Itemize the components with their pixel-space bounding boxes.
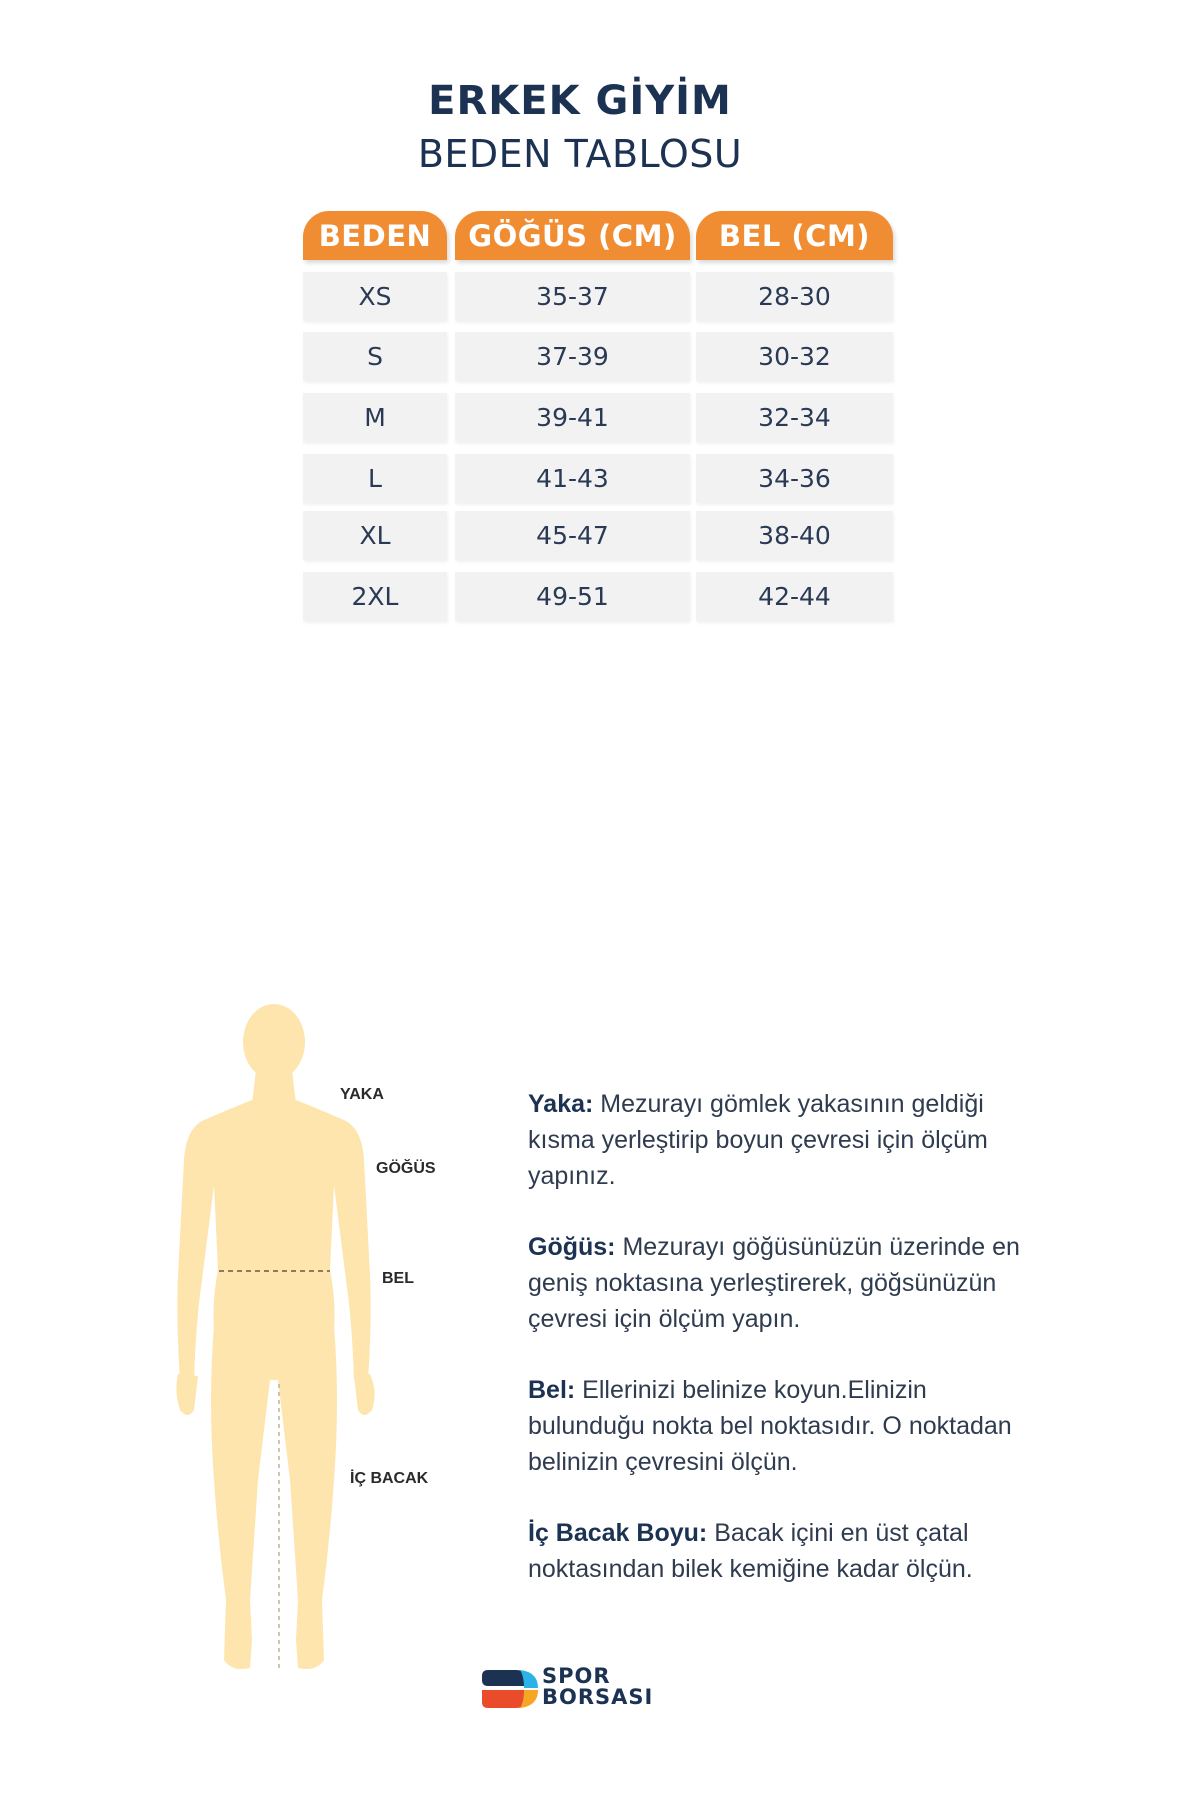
instruction-chest xyxy=(528,1229,1048,1337)
instruction-waist xyxy=(528,1372,1048,1480)
instruction-term: Yaka: xyxy=(528,1090,594,1118)
instruction-term: Bel: xyxy=(528,1376,576,1404)
instruction-text: Mezurayı gömlek yakasının geldiği kısma yerleştirip boyun çevresi için ölçüm yapınız. xyxy=(528,1090,988,1190)
column-header-chest: GÖĞÜS (CM) xyxy=(455,211,690,260)
table-cell-waist: 42-44 xyxy=(696,572,893,621)
instruction-term: Göğüs: xyxy=(528,1233,616,1261)
label-waist: BEL xyxy=(382,1270,414,1287)
table-cell-waist: 30-32 xyxy=(696,332,893,381)
column-header-waist: BEL (CM) xyxy=(696,211,893,260)
instruction-text: Mezurayı göğüsünüzün üzerinde en geniş noktasına yerleştirerek, göğsünüzün çevresi için ölçüm yapın. xyxy=(528,1233,1020,1333)
table-cell-chest: 49-51 xyxy=(455,572,690,621)
table-cell-chest: 45-47 xyxy=(455,511,690,560)
logo-mark-icon xyxy=(480,1668,540,1710)
instruction-text: Ellerinizi belinize koyun.Elinizin bulunduğu nokta bel noktasıdır. O noktadan belinizin çevresini ölçün. xyxy=(528,1376,1012,1476)
table-cell-chest: 35-37 xyxy=(455,272,690,321)
table-cell-waist: 28-30 xyxy=(696,272,893,321)
table-cell-size: L xyxy=(303,454,447,503)
table-cell-chest: 37-39 xyxy=(455,332,690,381)
table-cell-waist: 32-34 xyxy=(696,393,893,442)
table-cell-size: XL xyxy=(303,511,447,560)
column-header-size: BEDEN xyxy=(303,211,447,260)
table-cell-waist: 38-40 xyxy=(696,511,893,560)
label-inseam: İÇ BACAK xyxy=(350,1470,429,1487)
logo-text-line2: BORSASI xyxy=(542,1685,654,1709)
instruction-term: İç Bacak Boyu: xyxy=(528,1519,708,1547)
table-cell-size: M xyxy=(303,393,447,442)
table-cell-waist: 34-36 xyxy=(696,454,893,503)
page-title: ERKEK GİYİM xyxy=(428,78,732,124)
label-neck: YAKA xyxy=(340,1086,384,1103)
table-cell-size: S xyxy=(303,332,447,381)
table-cell-chest: 39-41 xyxy=(455,393,690,442)
instruction-inseam xyxy=(528,1515,1048,1587)
instruction-neck xyxy=(528,1086,1048,1194)
page-subtitle: BEDEN TABLOSU xyxy=(417,132,743,176)
table-cell-size: XS xyxy=(303,272,447,321)
instruction-text: Bacak içini en üst çatal noktasından bilek kemiğine kadar ölçün. xyxy=(528,1519,973,1583)
table-cell-chest: 41-43 xyxy=(455,454,690,503)
measurement-instructions xyxy=(528,1086,1048,1622)
label-chest: GÖĞÜS xyxy=(376,1160,436,1177)
logo-text-line1: SPOR xyxy=(542,1664,611,1688)
logo-text xyxy=(542,1666,653,1708)
spor-borsasi-logo xyxy=(480,1664,690,1712)
table-cell-size: 2XL xyxy=(303,572,447,621)
